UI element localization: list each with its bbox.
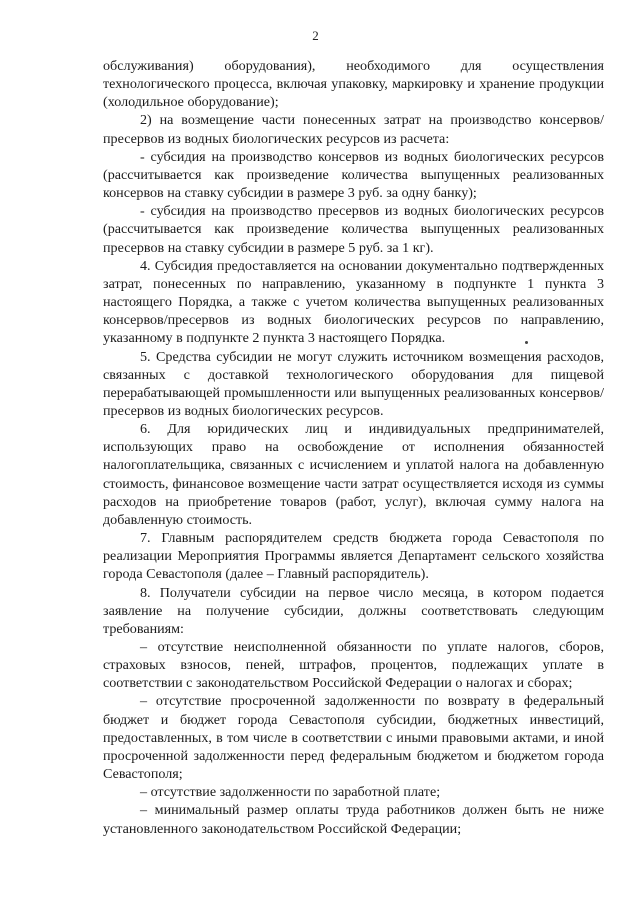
document-body [103,57,604,838]
paragraph-equipment-continuation: обслуживания) оборудования), необходимого для осуществления технологического процесса, включая упаковку, маркировку и хранение продукции (холодильное оборудование); [103,58,604,111]
requirement-no-wage-debt: – отсутствие задолженности по заработной плате; [140,784,441,801]
paragraph-item-7: 7. Главным распорядителем средств бюджета города Севастополя по реализации Мероприятия Программы является Департамент сельского хозяйства города Севастополя (далее – Главный распорядитель). [103,530,604,583]
scan-speck [525,341,528,344]
paragraph-item-8: 8. Получатели субсидии на первое число месяца, в котором подается заявление на получение субсидии, должны соответствовать следующим требованиям: [103,584,604,637]
requirement-no-budget-debt: – отсутствие просроченной задолженности по возврату в федеральный бюджет и бюджет города Севастополя субсидии, бюджетных инвестиций, предоставленных, в том числе в соответствии с иными правовыми актами, и иной просроченной задолженности перед федеральным бюджетом и бюджетом города Севастополя; [103,693,604,783]
paragraph-subitem-2: 2) на возмещение части понесенных затрат на производство консервов/пресервов из водных биологических ресурсов из расчета: [103,112,604,147]
requirement-no-tax-debt: – отсутствие неисполненной обязанности по уплате налогов, сборов, страховых взносов, пеней, штрафов, процентов, подлежащих уплате в соответствии с законодательством Российской Федерации о налогах и сборах; [103,639,604,692]
requirement-minimum-wage: – минимальный размер оплаты труда работников должен быть не ниже установленного законодательством Российской Федерации; [103,802,604,837]
page-number: 2 [312,28,319,43]
paragraph-item-4: 4. Субсидия предоставляется на основании документально подтвержденных затрат, понесенных по направлению, указанному в подпункте 1 пункта 3 настоящего Порядка, а также с учетом количества выпущенных реализованных консервов/пресервов из водных биологических ресурсов по направлению, указанному в подпункте 2 пункта 3 настоящего Порядка. [103,257,604,347]
paragraph-preserves-subsidy: - субсидия на производство пресервов из водных биологических ресурсов (рассчитывается как произведение количества выпущенных реализованных пресервов на ставку субсидии в размере 5 руб. за 1 кг). [103,203,604,256]
paragraph-canned-subsidy: - субсидия на производство консервов из водных биологических ресурсов (рассчитывается как произведение количества выпущенных реализованных консервов на ставку субсидии в размере 3 руб. за одну банку); [103,148,604,202]
paragraph-item-6: 6. Для юридических лиц и индивидуальных предпринимателей, использующих право на освобождение от исполнения обязанностей налогоплательщика, связанных с исчислением и уплатой налога на добавленную стоимость, финансовое возмещение части затрат осуществляется исходя из суммы расходов на приобретение товаров (работ, услуг), включая сумму налога на добавленную стоимость. [103,421,604,528]
paragraph-item-5: 5. Средства субсидии не могут служить источником возмещения расходов, связанных с доставкой технологического оборудования для пищевой перерабатывающей промышленности или выпущенных реализованных консервов/пресервов из водных биологических ресурсов. [103,348,604,419]
